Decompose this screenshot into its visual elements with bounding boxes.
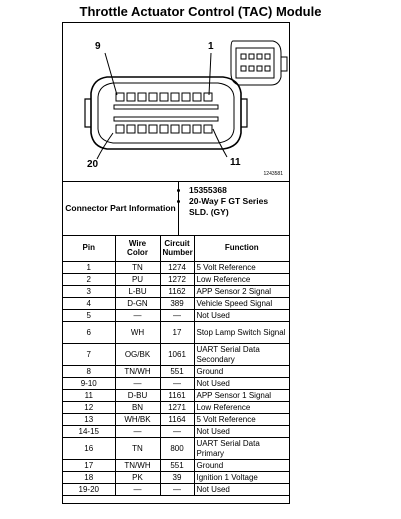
cell-wire: OG/BK	[115, 344, 160, 366]
cell-circuit: 1162	[160, 286, 194, 298]
header-wire-color: Wire Color	[115, 235, 160, 262]
cell-pin: 2	[63, 274, 115, 286]
cell-function: Ignition 1 Voltage	[194, 472, 289, 484]
cell-circuit: 1272	[160, 274, 194, 286]
cell-pin: 19-20	[63, 484, 115, 496]
cell-function: 5 Volt Reference	[194, 262, 289, 274]
cell-function: Not Used	[194, 378, 289, 390]
cell-pin: 12	[63, 402, 115, 414]
cell-function: Ground	[194, 366, 289, 378]
header-function: Function	[194, 235, 289, 262]
connector-part-info	[63, 181, 289, 236]
cell-circuit: 800	[160, 438, 194, 460]
cell-circuit: 1161	[160, 390, 194, 402]
figure-reference-number: 1243581	[263, 171, 283, 177]
table-row	[63, 390, 289, 402]
table-row	[63, 426, 289, 438]
table-row	[63, 274, 289, 286]
cell-wire: —	[115, 310, 160, 322]
table-row	[63, 262, 289, 274]
table-row	[63, 460, 289, 472]
part-number: • 15355368	[189, 185, 287, 196]
cell-pin: 7	[63, 344, 115, 366]
cell-pin: 5	[63, 310, 115, 322]
connector-diagram	[63, 23, 289, 182]
cell-wire: D-BU	[115, 390, 160, 402]
table-row	[63, 286, 289, 298]
connector-part-details	[179, 185, 287, 218]
cell-circuit: 1164	[160, 414, 194, 426]
cell-wire: BN	[115, 402, 160, 414]
table-row	[63, 344, 289, 366]
top-pin-row	[114, 93, 218, 109]
cell-wire: TN/WH	[115, 460, 160, 472]
cell-pin: 18	[63, 472, 115, 484]
cell-circuit: 39	[160, 472, 194, 484]
pin-table-header	[63, 235, 289, 262]
cell-wire: TN	[115, 438, 160, 460]
cell-circuit: 1061	[160, 344, 194, 366]
cell-function: Ground	[194, 460, 289, 472]
cell-function: Low Reference	[194, 402, 289, 414]
cell-function: APP Sensor 1 Signal	[194, 390, 289, 402]
cell-function: 5 Volt Reference	[194, 414, 289, 426]
cell-pin: 4	[63, 298, 115, 310]
cell-circuit: 1274	[160, 262, 194, 274]
cell-circuit: —	[160, 378, 194, 390]
connector-inner-shell	[98, 83, 234, 143]
cell-wire: L-BU	[115, 286, 160, 298]
cell-circuit: —	[160, 484, 194, 496]
right-latch	[241, 99, 247, 127]
page-title: Throttle Actuator Control (TAC) Module	[79, 4, 322, 19]
cell-pin: 13	[63, 414, 115, 426]
cell-wire: PU	[115, 274, 160, 286]
pin-label-1: 1	[208, 41, 214, 52]
connector-sheet	[62, 22, 290, 504]
cell-circuit: 551	[160, 460, 194, 472]
bottom-pin-row	[114, 117, 218, 133]
table-row	[63, 438, 289, 460]
table-row	[63, 378, 289, 390]
cell-function: Vehicle Speed Signal	[194, 298, 289, 310]
table-row	[63, 322, 289, 344]
left-latch	[85, 99, 91, 127]
cell-pin: 16	[63, 438, 115, 460]
connector-side-view	[231, 41, 287, 85]
connector-part-label: Connector Part Information	[63, 181, 179, 235]
cell-function: UART Serial Data Secondary	[194, 344, 289, 366]
cell-circuit: —	[160, 310, 194, 322]
cell-pin: 6	[63, 322, 115, 344]
table-row	[63, 298, 289, 310]
table-row	[63, 472, 289, 484]
cell-wire: WH	[115, 322, 160, 344]
cell-wire: TN	[115, 262, 160, 274]
table-row	[63, 402, 289, 414]
header-pin: Pin	[63, 235, 115, 262]
cell-function: Not Used	[194, 484, 289, 496]
cell-function: Low Reference	[194, 274, 289, 286]
cell-wire: TN/WH	[115, 366, 160, 378]
cell-wire: —	[115, 426, 160, 438]
cell-function: APP Sensor 2 Signal	[194, 286, 289, 298]
cell-function: Not Used	[194, 310, 289, 322]
table-row	[63, 484, 289, 496]
table-row	[63, 310, 289, 322]
pin-label-9: 9	[95, 41, 101, 52]
cell-circuit: —	[160, 426, 194, 438]
pin-label-11: 11	[230, 157, 241, 168]
pin-label-20: 20	[87, 159, 99, 170]
cell-pin: 3	[63, 286, 115, 298]
cell-wire: D-GN	[115, 298, 160, 310]
cell-circuit: 17	[160, 322, 194, 344]
cell-pin: 11	[63, 390, 115, 402]
cell-pin: 9-10	[63, 378, 115, 390]
connector-shell	[91, 77, 241, 149]
cell-circuit: 551	[160, 366, 194, 378]
cell-circuit: 389	[160, 298, 194, 310]
cell-function: UART Serial Data Primary	[194, 438, 289, 460]
table-row	[63, 414, 289, 426]
cell-pin: 1	[63, 262, 115, 274]
cell-wire: —	[115, 378, 160, 390]
cell-pin: 17	[63, 460, 115, 472]
cell-pin: 8	[63, 366, 115, 378]
part-description: • 20-Way F GT Series SLD. (GY)	[189, 196, 287, 218]
cell-wire: —	[115, 484, 160, 496]
cell-wire: PK	[115, 472, 160, 484]
cell-wire: WH/BK	[115, 414, 160, 426]
cell-function: Stop Lamp Switch Signal	[194, 322, 289, 344]
header-circuit-number: Circuit Number	[160, 235, 194, 262]
cell-function: Not Used	[194, 426, 289, 438]
table-row	[63, 366, 289, 378]
pin-table	[63, 235, 289, 496]
cell-pin: 14-15	[63, 426, 115, 438]
cell-circuit: 1271	[160, 402, 194, 414]
